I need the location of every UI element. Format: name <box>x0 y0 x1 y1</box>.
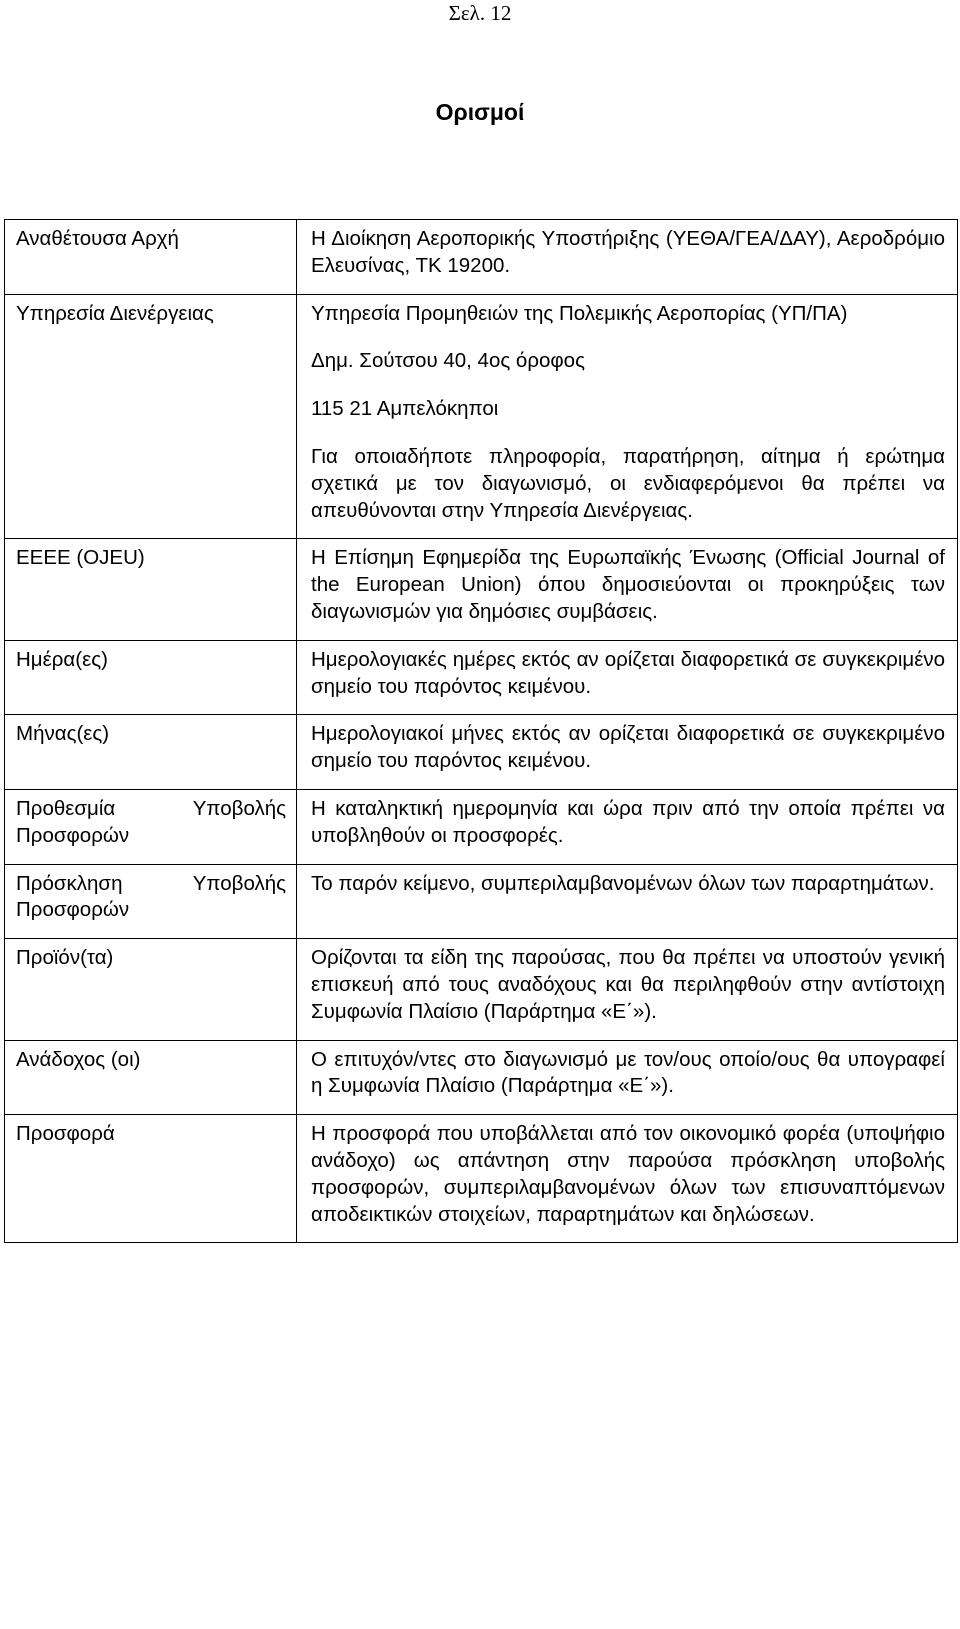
definition-paragraph: Ημερολογιακοί μήνες εκτός αν ορίζεται διαφορετικά σε συγκεκριμένο σημείο του παρόντος κειμένου. <box>311 722 945 773</box>
definition-paragraph: Δημ. Σούτσου 40, 4ος όροφος <box>311 349 585 373</box>
definition-paragraph: Η καταληκτική ημερομηνία και ώρα πριν από την οποία πρέπει να υποβληθούν οι προσφορές. <box>311 796 945 847</box>
definition-term <box>5 864 297 939</box>
table-row <box>5 1115 958 1243</box>
term-line: Προσφορών <box>16 898 130 922</box>
definition-term <box>5 789 297 864</box>
definition-term: Αναθέτουσα Αρχή <box>5 220 297 295</box>
term-word: Υποβολής <box>192 796 286 820</box>
table-row <box>5 539 958 640</box>
definition-paragraph: Ορίζονται τα είδη της παρούσας, που θα πρέπει να υποστούν γενική επισκευή από τους αναδόχους και θα περιληφθούν στην αντίστοιχη Συμφωνία Πλαίσιο (Παράρτημα «Ε΄»). <box>311 946 945 1023</box>
definition-text <box>297 640 958 715</box>
definition-paragraph: 115 21 Αμπελόκηποι <box>311 397 499 421</box>
definition-text <box>297 220 958 295</box>
definition-term: ΕΕΕΕ (OJEU) <box>5 539 297 640</box>
term-line <box>16 871 286 898</box>
definition-paragraph: Για οποιαδήποτε πληροφορία, παρατήρηση, αίτημα ή ερώτημα σχετικά με τον διαγωνισμό, οι ενδιαφερόμενοι θα πρέπει να απευθύνονται στην Υπηρεσία Διενέργειας. <box>311 444 945 522</box>
definition-term: Προϊόν(τα) <box>5 939 297 1040</box>
definition-paragraph: Η προσφορά που υποβάλλεται από τον οικονομικό φορέα (υποψήφιο ανάδοχο) ως απάντηση στην παρούσα πρόσκληση υποβολής προσφορών, συμπεριλαμβανομένων όλων των επισυναπτόμενων αποδεικτικών στοιχείων, παραρτημάτων και δηλώσεων. <box>311 1122 945 1226</box>
term-line: Προσφορών <box>16 823 130 847</box>
table-row <box>5 864 958 939</box>
definitions-table <box>4 219 958 1243</box>
definition-paragraph: Ημερολογιακές ημέρες εκτός αν ορίζεται διαφορετικά σε συγκεκριμένο σημείο του παρόντος κειμένου. <box>311 647 945 698</box>
definition-term: Υπηρεσία Διενέργειας <box>5 294 297 539</box>
definition-text <box>297 1040 958 1115</box>
definition-term: Ανάδοχος (οι) <box>5 1040 297 1115</box>
definition-paragraph: Το παρόν κείμενο, συμπεριλαμβανομένων όλων των παραρτημάτων. <box>311 871 935 895</box>
definition-text <box>297 939 958 1040</box>
definition-text <box>297 294 958 539</box>
table-row <box>5 640 958 715</box>
table-row <box>5 294 958 539</box>
definition-text <box>297 539 958 640</box>
table-row <box>5 1040 958 1115</box>
table-row <box>5 939 958 1040</box>
definition-paragraph: Ο επιτυχόν/ντες στο διαγωνισμό με τον/ους οποίο/ους θα υπογραφεί η Συμφωνία Πλαίσιο (Παράρτημα «Ε΄»). <box>311 1047 945 1098</box>
term-line <box>16 796 286 823</box>
definition-text <box>297 789 958 864</box>
table-row <box>5 220 958 295</box>
definition-term: Προσφορά <box>5 1115 297 1243</box>
definition-paragraph: Υπηρεσία Προμηθειών της Πολεμικής Αεροπορίας (ΥΠ/ΠΑ) <box>311 301 848 325</box>
definition-paragraph: Η Επίσημη Εφημερίδα της Ευρωπαϊκής Ένωσης (Official Journal of the European Union) όπου δημοσιεύονται οι προκηρύξεις των διαγωνισμών για δημόσιες συμβάσεις. <box>311 546 945 623</box>
definition-text <box>297 715 958 790</box>
term-word: Προθεσμία <box>16 796 116 820</box>
table-row <box>5 789 958 864</box>
term-word: Υποβολής <box>192 871 286 895</box>
page-title: Ορισμοί <box>435 99 525 125</box>
page-number: Σελ. 12 <box>448 1 512 25</box>
table-row <box>5 715 958 790</box>
definition-term: Μήνας(ες) <box>5 715 297 790</box>
term-word: Πρόσκληση <box>16 871 123 895</box>
definition-term: Ημέρα(ες) <box>5 640 297 715</box>
definition-text <box>297 1115 958 1243</box>
definition-paragraph: Η Διοίκηση Αεροπορικής Υποστήριξης (ΥΕΘΑ/ΓΕΑ/ΔΑΥ), Αεροδρόμιο Ελευσίνας, ΤΚ 19200. <box>311 227 945 277</box>
definition-text <box>297 864 958 939</box>
